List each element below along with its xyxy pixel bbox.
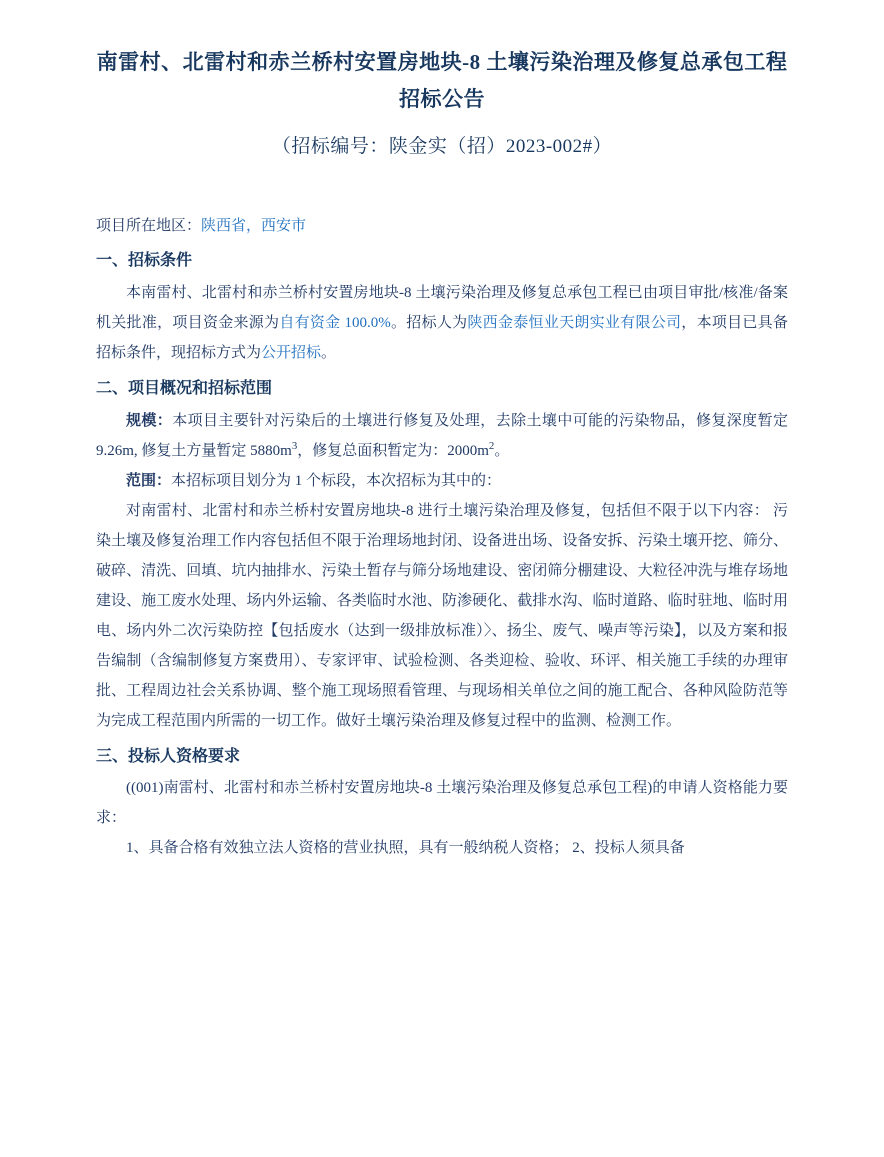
paragraph (96, 496, 788, 736)
inline-label: 规模： (126, 412, 173, 429)
text-run: ((001)南雷村、北雷村和赤兰桥村安置房地块-8 土壤污染治理及修复总承包工程)的申请人资格能力要求： (96, 780, 788, 827)
text-run: 对南雷村、北雷村和赤兰桥村安置房地块-8 进行土壤污染治理及修复，包括但不限于以下内容： 污染土壤及修复治理工作内容包括但不限于治理场地封闭、设备进出场、设备安拆、污染土壤开挖、筛分、破碎、清洗、回填、坑内抽排水、污染土暂存与筛分场地建设、密闭筛分棚建设、大粒径冲洗与堆存场地建设、施工废水处理、场内外运输、各类临时水池、防渗硬化、截排水沟、临时道路、临时驻地、临时用电、场内外二次污染防控【包括废水（达到一级排放标准）〉、扬尘、废气、噪声等污染】，以及方案和报告编制（含编制修复方案费用）、专家评审、试验检测、各类迎检、验收、环评、相关施工手续的办理审批、工程周边社会关系协调、整个施工现场照看管理、与现场相关单位之间的施工配合、各种风险防范等为完成工程范围内所需的一切工作。做好土壤污染治理及修复过程中的监测、检测工作。 (96, 502, 788, 729)
project-location-value: 陕西省，西安市 (201, 217, 307, 234)
text-run: 。 (321, 344, 337, 361)
project-location (96, 212, 788, 241)
text-run: 本招标项目划分为 1 个标段，本次招标为其中的： (171, 472, 502, 489)
paragraph (96, 466, 788, 496)
paragraph (96, 773, 788, 833)
project-location-label: 项目所在地区： (96, 217, 202, 234)
highlighted-text: 陕西金泰恒业天朗实业有限公司 (467, 314, 682, 331)
section-heading: 二、项目概况和招标范围 (96, 379, 273, 397)
paragraph (96, 833, 788, 863)
text-run: 本项目主要针对污染后的土壤进行修复及处理，去除土壤中可能的污染物品，修复深度暂定 9.26m, 修复土方量暂定 5880m (96, 412, 788, 459)
document-body (96, 244, 788, 863)
paragraph (96, 278, 788, 368)
text-run: ，修复总面积暂定为：2000m (297, 442, 489, 459)
text-run: 本南雷村、北雷村和赤兰桥村安置房地块-8 土壤污染治理及修复总承包工程已由项目审批/核准/备案机关批准，项目资金来源为 (96, 284, 788, 331)
page-title: 南雷村、北雷村和赤兰桥村安置房地块-8 土壤污染治理及修复总承包工程招标公告 (96, 50, 788, 111)
superscript: 3 (291, 439, 298, 452)
superscript: 2 (488, 439, 495, 452)
text-run: 。招标人为 (390, 314, 468, 331)
text-run: 1、具备合格有效独立法人资格的营业执照，具有一般纳税人资格； 2、投标人须具备 (126, 840, 685, 857)
inline-label: 范围： (126, 472, 172, 489)
highlighted-text: 自有资金 100.0% (279, 314, 391, 331)
tender-number: （招标编号：陕金实（招）2023-002#） (271, 135, 613, 157)
highlighted-text: 公开招标 (261, 344, 322, 361)
text-run: 。 (494, 442, 510, 459)
section-heading: 三、投标人资格要求 (96, 747, 241, 765)
text-run: ，本项目已具备招标条件，现招标方式为 (96, 314, 788, 361)
title-spacer (96, 162, 788, 206)
section-heading: 一、招标条件 (96, 252, 193, 270)
paragraph (96, 406, 788, 466)
